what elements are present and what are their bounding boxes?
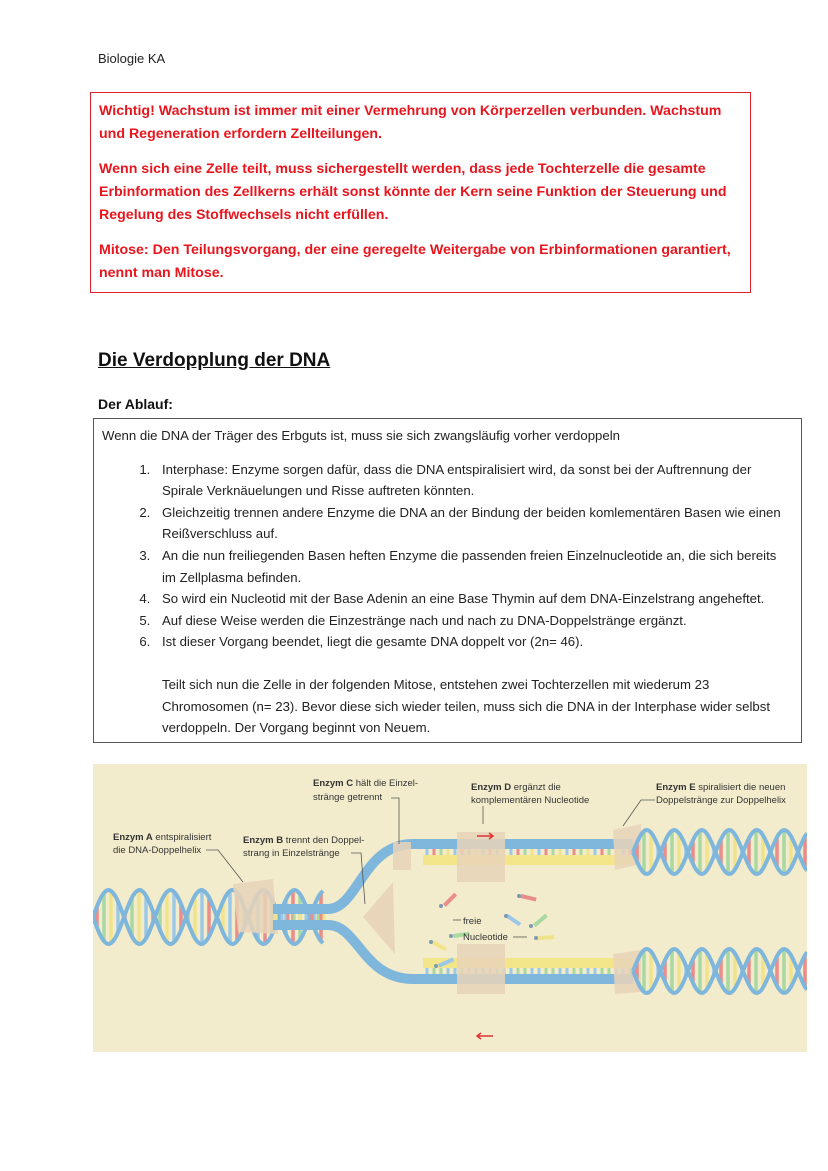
free-nucleotide-phosphate xyxy=(439,904,443,908)
free-nucleotide xyxy=(443,893,457,907)
enzyme-d-shape xyxy=(457,944,505,994)
svg-text:stränge getrennt: stränge getrennt xyxy=(313,792,383,803)
label-enzyme-a xyxy=(113,832,243,882)
process-step: 3. An die nun freiliegenden Basen heften Enzyme die passenden freien Einzelnucleotide an, die sich bereits im Zellplasma befinden. xyxy=(154,545,793,588)
svg-text:Nucleotide: Nucleotide xyxy=(463,932,508,943)
direction-arrow xyxy=(477,1033,493,1039)
svg-text:strang in Einzelstränge: strang in Einzelstränge xyxy=(243,848,340,859)
section-subtitle: Der Ablauf: xyxy=(98,396,173,412)
svg-text:Enzym C hält die Einzel-: Enzym C hält die Einzel- xyxy=(313,778,419,789)
important-paragraph-3: Mitose: Den Teilungsvorgang, der eine geregelte Weitergabe von Erbinformationen garantiert, nennt man Mitose. xyxy=(99,242,731,281)
unwound-strand-top xyxy=(273,904,328,914)
process-step: 1. Interphase: Enzyme sorgen dafür, dass die DNA entspiralisiert wird, da sonst bei der Auftrennung der Spirale Verknäuelungen und Risse auftreten könnten. xyxy=(154,459,793,502)
svg-text:komplementären Nucleotide: komplementären Nucleotide xyxy=(471,795,590,806)
svg-text:freie: freie xyxy=(463,916,482,927)
enzyme-a-shape xyxy=(233,879,278,934)
process-step: 4. So wird ein Nucleotid mit der Base Adenin an eine Base Thymin auf dem DNA-Einzelstrang angeheftet. xyxy=(154,588,793,610)
document-header: Biologie KA xyxy=(98,51,166,66)
process-outro: Teilt sich nun die Zelle in der folgenden Mitose, entstehen zwei Tochterzellen mit wiederum 23 Chromosomen (n= 23). Bevor diese sich wieder teilen, muss sich die DNA in der Interphase wider selbst verdoppeln. Der Vorgang beginnt von Neuem. xyxy=(162,676,771,736)
important-paragraph-1: Wichtig! Wachstum ist immer mit einer Vermehrung von Körperzellen verbunden. Wachstum und Regeneration erfordern Zellteilungen. xyxy=(99,103,722,142)
free-nucleotide xyxy=(506,914,522,926)
free-nucleotide xyxy=(538,935,554,940)
free-nucleotide-phosphate xyxy=(504,914,508,918)
svg-text:Enzym A entspiralisiert: Enzym A entspiralisiert xyxy=(113,832,212,843)
svg-text:Enzym D ergänzt die: Enzym D ergänzt die xyxy=(471,782,561,793)
free-nucleotide-phosphate xyxy=(534,936,538,940)
free-nucleotide-phosphate xyxy=(434,964,438,968)
dna-replication-diagram xyxy=(93,764,807,1052)
process-step: 2. Gleichzeitig trennen andere Enzyme die DNA an der Bindung der beiden komlementären Basen wie einen Reißverschluss auf. xyxy=(154,502,793,545)
section-title: Die Verdopplung der DNA xyxy=(98,350,331,371)
process-box xyxy=(93,418,802,743)
process-step: 5. Auf diese Weise werden die Einzestränge nach und nach zu DNA-Doppelstränge ergänzt. xyxy=(154,610,793,632)
svg-text:Doppelstränge zur Doppelhelix: Doppelstränge zur Doppelhelix xyxy=(656,795,786,806)
unwound-strand-bottom xyxy=(273,920,328,930)
svg-text:Enzym E spiralisiert die neuen: Enzym E spiralisiert die neuen xyxy=(656,782,786,793)
free-nucleotide xyxy=(431,940,447,951)
dna-replication-figure xyxy=(93,764,807,1052)
enzyme-b-shape xyxy=(363,882,395,954)
svg-text:die DNA-Doppelhelix: die DNA-Doppelhelix xyxy=(113,845,202,856)
label-enzyme-d xyxy=(471,782,589,824)
dna-strands xyxy=(93,824,807,1039)
free-nucleotide xyxy=(533,914,548,927)
free-nucleotide-phosphate xyxy=(429,940,433,944)
free-nucleotide-phosphate xyxy=(449,934,453,938)
free-nucleotide xyxy=(520,894,536,901)
enzyme-c-shape xyxy=(393,842,411,870)
free-nucleotide-phosphate xyxy=(517,894,521,898)
enzyme-d-shape xyxy=(457,832,505,882)
svg-text:Enzym B trennt den Doppel-: Enzym B trennt den Doppel- xyxy=(243,835,365,846)
label-enzyme-e xyxy=(623,782,786,826)
process-intro: Wenn die DNA der Träger des Erbguts ist, muss sie sich zwangsläufig vorher verdoppeln xyxy=(102,428,620,443)
important-paragraph-2: Wenn sich eine Zelle teilt, muss sichergestellt werden, dass jede Tochterzelle die gesamte Erbinformation des Zellkerns erhält sonst könnte der Kern seine Funktion der Steuerung und Regelung des Stoffwechsels nicht erfüllen. xyxy=(99,161,727,223)
process-steps-list xyxy=(102,459,793,653)
process-step: 6. Ist dieser Vorgang beendet, liegt die gesamte DNA doppelt vor (2n= 46). xyxy=(154,631,793,653)
free-nucleotide-phosphate xyxy=(529,924,533,928)
important-note-box xyxy=(90,92,751,293)
